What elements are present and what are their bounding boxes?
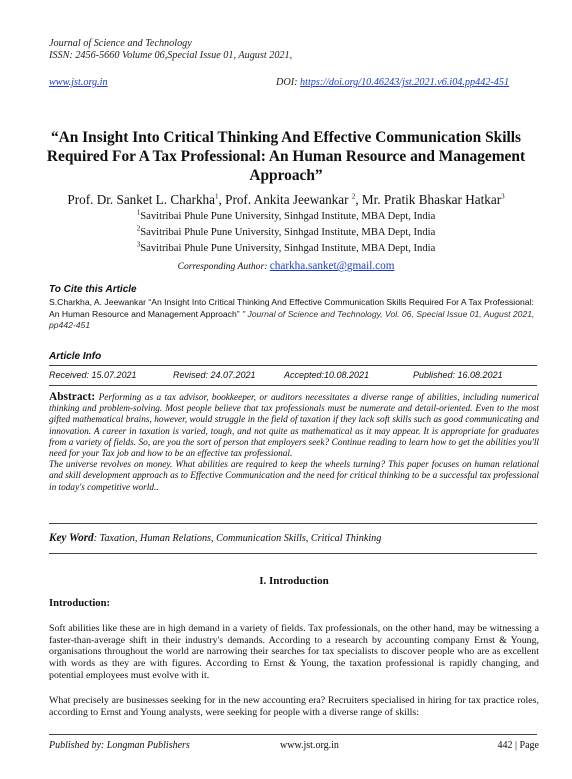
corresponding-label: Corresponding Author: bbox=[177, 261, 270, 272]
author-1: Prof. Dr. Sanket L. Charkha bbox=[67, 192, 216, 207]
affiliation-2 bbox=[40, 226, 532, 239]
affiliation-3 bbox=[40, 242, 532, 255]
abstract-block bbox=[49, 392, 539, 494]
corresponding-email[interactable]: charkha.sanket@gmail.com bbox=[269, 260, 395, 272]
abstract-paragraph-1 bbox=[49, 392, 539, 460]
affiliation-1 bbox=[40, 210, 532, 223]
footer-rule bbox=[49, 734, 537, 735]
article-info-top-rule bbox=[49, 365, 537, 366]
affiliation-3-sup: 3 bbox=[136, 240, 141, 249]
website-link[interactable]: www.jst.org.in bbox=[49, 77, 108, 88]
keywords-text: : Taxation, Human Relations, Communication Skills, Critical Thinking bbox=[93, 533, 382, 544]
cite-heading: To Cite this Article bbox=[49, 284, 137, 295]
cite-text: S.Charkha, A. Jeewankar “An Insight Into Critical Thinking And Effective Communication Skills Required For A Tax Professional: An Human Resource and Management Approach” bbox=[49, 297, 534, 319]
abstract-text-1: Performing as a tax advisor, bookkeeper, or auditors necessitates a diverse range of abilities, including numerical thinking and problem-solving. Most people believe that tax professionals must be numerate and detail-oriented. Even to the most gifted mathematical brains, however, would struggle in the field of taxation if they lack soft skills such as good communicating and innovation. A career in taxation is varied, tough, and not quite as mathematical as it may appear. It is appropriate for graduates from a variety of fields. So, are you the sort of person that employers seek? Continue reading to learn how to get the abilities you'll need for your Tax job and how to be an effective tax professional. bbox=[49, 393, 539, 460]
doi-row bbox=[276, 77, 509, 89]
footer-site: www.jst.org.in bbox=[280, 740, 339, 751]
author-1-sup: 1 bbox=[215, 192, 219, 201]
corresponding-author bbox=[40, 260, 532, 272]
section-heading-introduction: I. Introduction bbox=[259, 575, 329, 587]
doi-link[interactable]: https://doi.org/10.46243/jst.2021.v6.i04.pp442-451 bbox=[300, 77, 510, 88]
author-2: , Prof. Ankita Jeewankar bbox=[218, 192, 352, 207]
revised-date: Revised: 24.07.2021 bbox=[173, 370, 256, 380]
abstract-bottom-rule bbox=[49, 523, 537, 524]
article-info-heading: Article Info bbox=[49, 351, 102, 362]
author-2-sup: 2 bbox=[351, 192, 356, 201]
journal-name: Journal of Science and Technology bbox=[49, 38, 192, 49]
cite-block bbox=[49, 297, 539, 332]
article-dates bbox=[49, 370, 539, 382]
intro-subheading: Introduction: bbox=[49, 598, 111, 609]
affiliation-2-sup: 2 bbox=[136, 224, 141, 233]
affiliation-1-text: Savitribai Phule Pune University, Sinhgad Institute, MBA Dept, India bbox=[140, 211, 436, 222]
affiliation-2-text: Savitribai Phule Pune University, Sinhgad Institute, MBA Dept, India bbox=[140, 227, 436, 238]
footer-publisher: Published by: Longman Publishers bbox=[49, 740, 190, 751]
accepted-date: Accepted:10.08.2021 bbox=[284, 370, 370, 380]
issn-line: ISSN: 2456-5660 Volume 06,Special Issue 01, August 2021, bbox=[49, 50, 293, 61]
author-line bbox=[30, 192, 542, 208]
keywords-label: Key Word bbox=[49, 532, 94, 544]
keywords-bottom-rule bbox=[49, 553, 537, 554]
keywords-line bbox=[49, 532, 539, 544]
footer-page-number: 442 | Page bbox=[497, 740, 539, 751]
author-3-sup: 3 bbox=[501, 192, 505, 201]
affiliation-3-text: Savitribai Phule Pune University, Sinhgad Institute, MBA Dept, India bbox=[140, 243, 436, 254]
page-footer bbox=[49, 740, 539, 754]
intro-paragraph-2: What precisely are businesses seeking for in the new accounting era? Recruiters specialised in hiring for tax practice roles, according to Ernst and Young analysts, were seeking for people with a diverse range of skills: bbox=[49, 695, 539, 718]
doi-label: DOI: bbox=[276, 77, 301, 88]
cite-journal: " Journal of Science and Technology, Vol. 06, Special Issue 01, August 2021, pp442-451 bbox=[49, 308, 535, 331]
paper-title: “An Insight Into Critical Thinking And Effective Communication Skills Required For A Tax Professional: An Human Resource and Management Approach” bbox=[46, 129, 526, 184]
abstract-label: Abstract: bbox=[49, 391, 96, 403]
article-info-bottom-rule bbox=[49, 385, 537, 386]
abstract-paragraph-2: The universe revolves on money. What abilities are required to keep the wheels turning? This paper focuses on human relational and skill development approach as to Effective Communication and the need for critical thinking to be a successful tax professional in today's competitive world.. bbox=[49, 460, 539, 493]
received-date: Received: 15.07.2021 bbox=[49, 370, 137, 380]
website-link-row bbox=[49, 77, 108, 89]
intro-paragraph-1: Soft abilities like these are in high demand in a variety of fields. Tax professionals, on the other hand, may be witnessing a faster-than-average shift in their industry's demands. According to a research by accounting company Ernst & Young, organisations throughout the world are narrowing their searches for tax specialists to discover people who are as excellent with words as they are with figures. According to Ernst & Young, the taxation professional is rapidly changing, and potential employees must evolve with it. bbox=[49, 623, 539, 681]
published-date: Published: 16.08.2021 bbox=[413, 370, 503, 380]
author-3: , Mr. Pratik Bhaskar Hatkar bbox=[355, 192, 502, 207]
affiliation-1-sup: 1 bbox=[136, 208, 141, 217]
